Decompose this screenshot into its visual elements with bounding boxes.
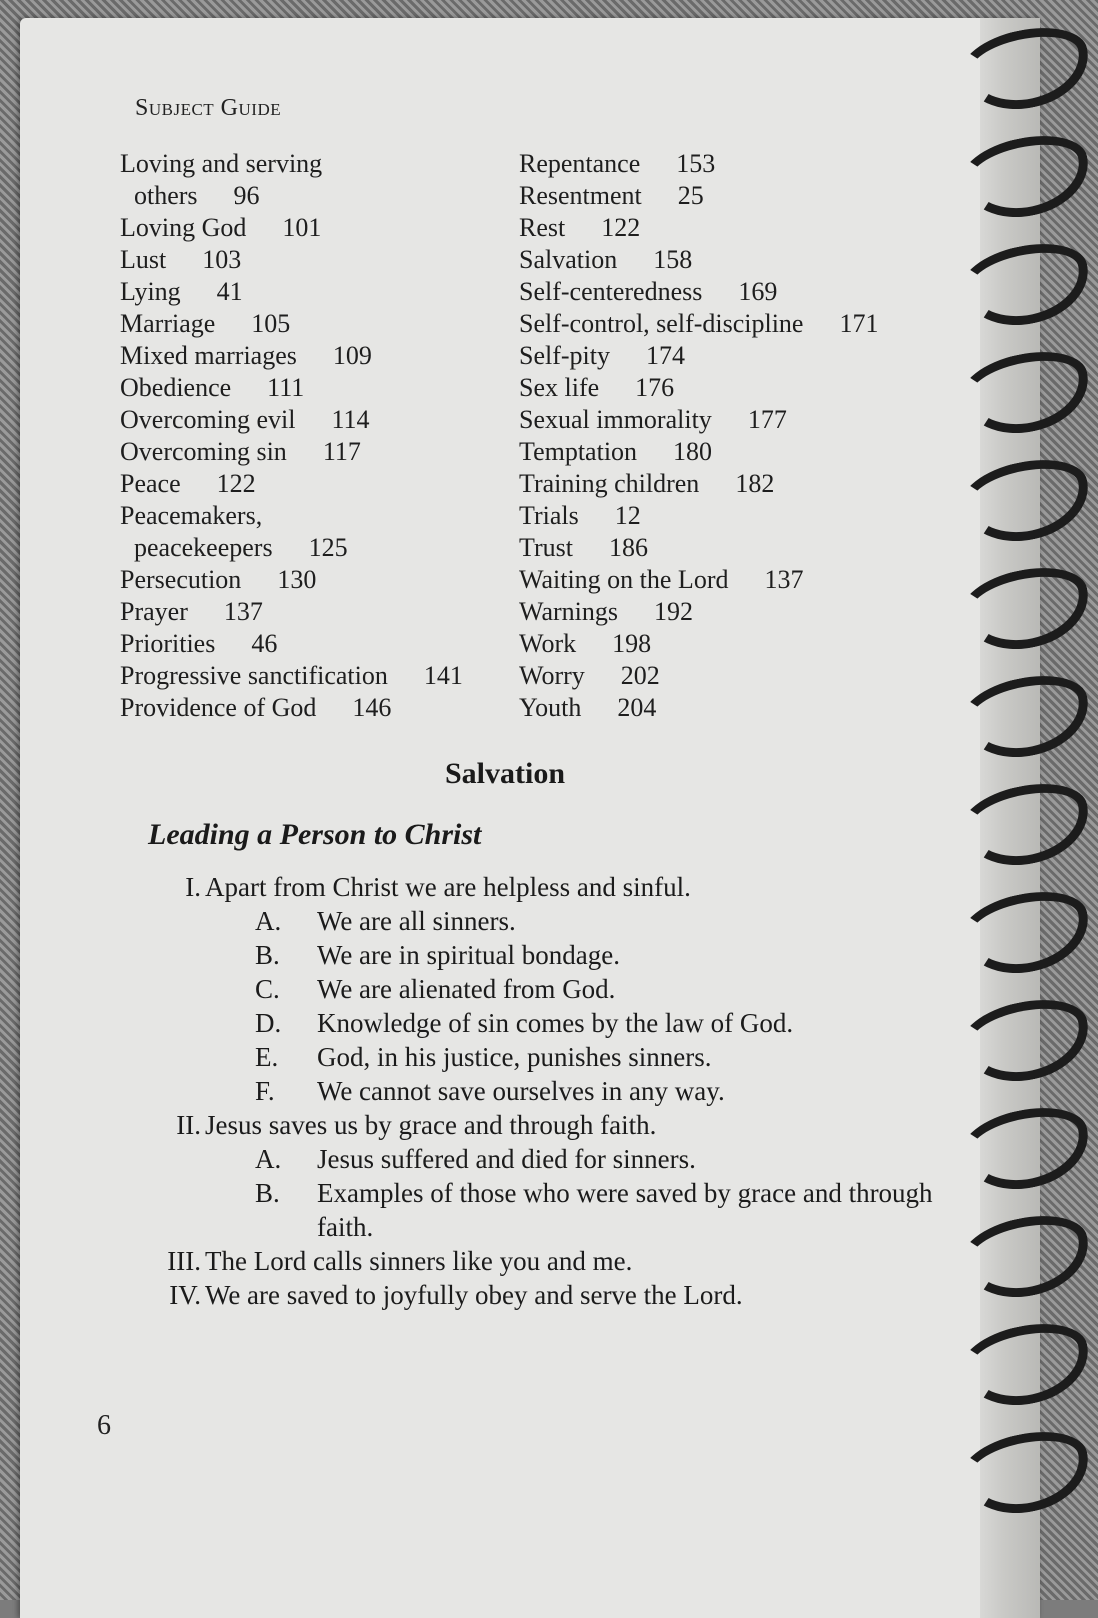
index-page-number: 114: [331, 405, 370, 434]
index-entry: [519, 532, 919, 564]
index-page-number: 153: [676, 149, 716, 178]
page-header: Subject Guide: [135, 95, 282, 121]
index-term: Rest: [519, 213, 566, 242]
index-term: Overcoming sin: [120, 437, 287, 466]
index-entry: [519, 212, 919, 244]
index-entry: [519, 148, 919, 180]
index-page-number: 176: [635, 373, 675, 402]
index-page-number: 204: [617, 693, 657, 722]
index-page-number: 174: [646, 341, 685, 370]
outline-marker: A.: [255, 906, 282, 936]
outline-marker: B.: [255, 1178, 280, 1208]
index-page-number: 177: [747, 405, 787, 434]
outline-marker: D.: [255, 1008, 282, 1038]
binding-ring: [955, 234, 1096, 337]
index-term: Self-centeredness: [519, 277, 703, 306]
outline-text: We are in spiritual bondage.: [317, 940, 620, 970]
outline-text: Examples of those who were saved by grace and through faith.: [317, 1178, 933, 1242]
outline-main-point: [145, 1278, 945, 1312]
index-entry: [120, 468, 480, 500]
index-term: Training children: [519, 469, 700, 498]
index-term: Trust: [519, 533, 573, 562]
index-page-number: 202: [620, 661, 660, 690]
index-entry: [519, 628, 919, 660]
index-term: Warnings: [519, 597, 618, 626]
index-entry: [120, 372, 480, 404]
binding-ring: [955, 126, 1096, 229]
index-term: Priorities: [120, 629, 216, 658]
spiral-binding: [968, 0, 1098, 1600]
outline-text: Jesus saves us by grace and through faith.: [205, 1110, 657, 1140]
index-entry-continuation: [120, 180, 480, 212]
index-page-number: 25: [677, 181, 704, 210]
index-page-number: 158: [653, 245, 693, 274]
index-page-number: 130: [277, 565, 317, 594]
binding-ring: [955, 1422, 1096, 1525]
outline-marker: I.: [185, 872, 201, 902]
index-term: Persecution: [120, 565, 242, 594]
index-right-column: [519, 148, 919, 724]
index-entry: [519, 564, 919, 596]
outline-sub-point: [145, 1040, 945, 1074]
index-entry: [519, 596, 919, 628]
outline-main-point: [145, 1108, 945, 1142]
index-entry: [120, 404, 480, 436]
outline-sub-point: [145, 1142, 945, 1176]
index-entry: [120, 244, 480, 276]
index-entry: [519, 180, 919, 212]
outline-marker: C.: [255, 974, 280, 1004]
outline-text: We are all sinners.: [317, 906, 516, 936]
index-page-number: 12: [614, 501, 641, 530]
outline-sub-point: [145, 1176, 945, 1244]
index-term: Peacemakers,: [120, 501, 263, 530]
outline-text: The Lord calls sinners like you and me.: [205, 1246, 633, 1276]
binding-ring: [955, 558, 1096, 661]
index-term: Mixed marriages: [120, 341, 297, 370]
index-term: Loving God: [120, 213, 247, 242]
index-entry: [519, 468, 919, 500]
binding-ring: [955, 666, 1096, 769]
outline-sub-point: [145, 904, 945, 938]
index-entry: [519, 436, 919, 468]
index-page-number: 111: [267, 373, 305, 402]
index-entry: [120, 340, 480, 372]
binding-ring: [955, 990, 1096, 1093]
index-term-continuation: others: [134, 181, 198, 210]
index-page-number: 122: [216, 469, 256, 498]
index-entry: [120, 660, 480, 692]
binding-ring: [955, 774, 1096, 877]
index-term: Temptation: [519, 437, 638, 466]
outline-main-point: [145, 870, 945, 904]
index-entry: [519, 692, 919, 724]
index-entry: [120, 596, 480, 628]
index-entry: [120, 692, 480, 724]
outline-main-point: [145, 1244, 945, 1278]
index-page-number: 169: [738, 277, 778, 306]
index-entry: [120, 564, 480, 596]
index-entry-continuation: [120, 532, 480, 564]
index-term: Waiting on the Lord: [519, 565, 729, 594]
index-entry: [519, 244, 919, 276]
index-page-number: 96: [233, 181, 260, 210]
binding-ring: [955, 1314, 1096, 1417]
index-term: Resentment: [519, 181, 642, 210]
index-page-number: 186: [608, 533, 648, 562]
index-page-number: 137: [223, 597, 263, 626]
index-entry: [120, 148, 480, 180]
binding-ring: [955, 342, 1096, 445]
outline-marker: IV.: [169, 1280, 201, 1310]
outline-marker: A.: [255, 1144, 282, 1174]
index-term: Progressive sanctification: [120, 661, 388, 690]
index-term: Providence of God: [120, 693, 317, 722]
outline-marker: F.: [255, 1076, 275, 1106]
index-entry: [519, 372, 919, 404]
index-page-number: 125: [308, 533, 348, 562]
index-page-number: 192: [654, 597, 693, 626]
index-entry: [519, 500, 919, 532]
index-term: Peace: [120, 469, 181, 498]
outline-text: Jesus suffered and died for sinners.: [317, 1144, 696, 1174]
binding-ring: [955, 450, 1096, 553]
index-page-number: 103: [202, 245, 242, 274]
index-term: Self-pity: [519, 341, 610, 370]
index-entry: [519, 308, 919, 340]
index-page-number: 146: [352, 693, 392, 722]
index-term: Overcoming evil: [120, 405, 296, 434]
outline-marker: E.: [255, 1042, 279, 1072]
subsection-title: Leading a Person to Christ: [148, 818, 482, 851]
index-entry: [519, 276, 919, 308]
index-term: Obedience: [120, 373, 232, 402]
outline-sub-point: [145, 1006, 945, 1040]
index-term: Youth: [519, 693, 582, 722]
index-entry: [519, 340, 919, 372]
index-page-number: 182: [735, 469, 775, 498]
index-entry: [519, 660, 919, 692]
binding-ring: [955, 1206, 1096, 1309]
index-entry: [120, 436, 480, 468]
index-term: Salvation: [519, 245, 618, 274]
index-entry: [120, 212, 480, 244]
index-page-number: 117: [322, 437, 361, 466]
index-term: Repentance: [519, 149, 641, 178]
index-term: Sex life: [519, 373, 600, 402]
binding-ring: [955, 1098, 1096, 1201]
outline-text: God, in his justice, punishes sinners.: [317, 1042, 712, 1072]
index-page-number: 171: [839, 309, 879, 338]
index-page-number: 41: [216, 277, 243, 306]
outline-text: We are alienated from God.: [317, 974, 616, 1004]
index-term: Lying: [120, 277, 181, 306]
section-title: Salvation: [444, 757, 566, 790]
index-entry: [519, 404, 919, 436]
binding-ring: [955, 18, 1096, 121]
index-term: Work: [519, 629, 577, 658]
outline-marker: B.: [255, 940, 280, 970]
page-number: 6: [97, 1410, 111, 1441]
index-page-number: 137: [764, 565, 804, 594]
index-page-number: 122: [601, 213, 641, 242]
index-entry: [120, 308, 480, 340]
index-page-number: 105: [251, 309, 291, 338]
index-page-number: 101: [282, 213, 322, 242]
index-page-number: 141: [423, 661, 463, 690]
outline-text: Knowledge of sin comes by the law of God.: [317, 1008, 794, 1038]
outline-marker: II.: [176, 1110, 201, 1140]
index-term: Marriage: [120, 309, 216, 338]
index-entry: [120, 276, 480, 308]
index-term: Sexual immorality: [519, 405, 712, 434]
index-term: Trials: [519, 501, 579, 530]
outline-sub-point: [145, 972, 945, 1006]
index-entry: [120, 628, 480, 660]
outline-text: We cannot save ourselves in any way.: [317, 1076, 725, 1106]
index-term: Self-control, self-discipline: [519, 309, 804, 338]
outline-list: [145, 870, 945, 1312]
outline-marker: III.: [167, 1246, 201, 1276]
outline-sub-point: [145, 1074, 945, 1108]
outline-sub-point: [145, 938, 945, 972]
index-term-continuation: peacekeepers: [134, 533, 273, 562]
index-page-number: 46: [251, 629, 278, 658]
index-term: Worry: [519, 661, 585, 690]
outline-text: We are saved to joyfully obey and serve the Lord.: [205, 1280, 743, 1310]
index-page-number: 180: [673, 437, 713, 466]
index-term: Loving and serving: [120, 149, 323, 178]
index-page-number: 109: [332, 341, 372, 370]
index-term: Lust: [120, 245, 167, 274]
outline-text: Apart from Christ we are helpless and sinful.: [205, 872, 691, 902]
index-term: Prayer: [120, 597, 188, 626]
binding-ring: [955, 882, 1096, 985]
index-entry: [120, 500, 480, 532]
index-left-column: [120, 148, 480, 724]
index-page-number: 198: [612, 629, 652, 658]
